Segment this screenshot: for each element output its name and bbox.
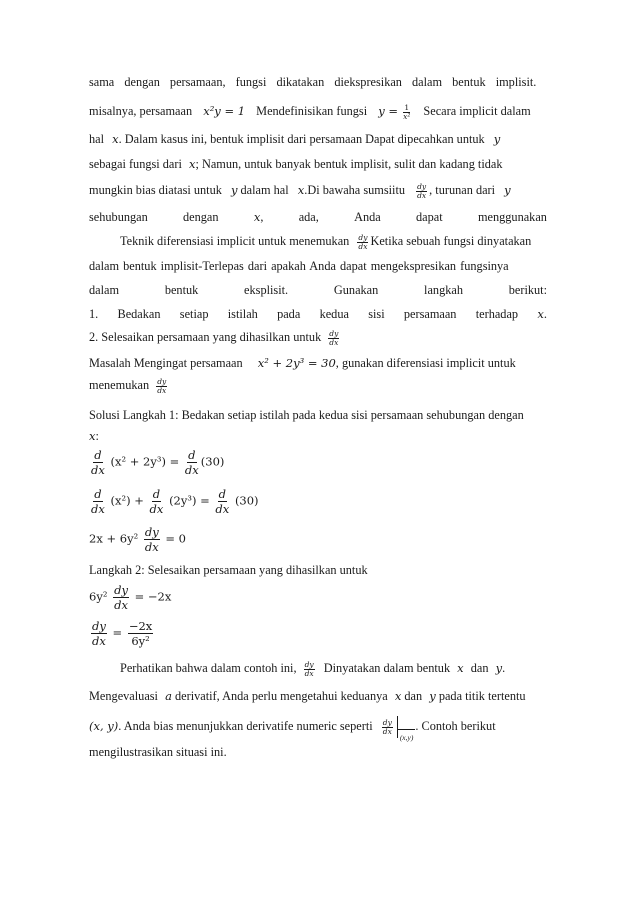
word: sisi <box>368 307 385 321</box>
dy-dx-fraction: $\frac{dy}{dx}$ <box>358 232 368 251</box>
text-fragment: . Anda bias menunjukkan derivatife numeric seperti <box>118 718 373 733</box>
text-line-6 <box>89 209 547 225</box>
math-variable: x <box>394 689 402 703</box>
d-dx-operator: $\frac{d}{dx}$ <box>149 487 164 516</box>
math-variable: y <box>504 183 511 197</box>
problem-line <box>89 355 547 371</box>
text-line-2 <box>89 103 547 121</box>
math-variable: x <box>457 661 464 675</box>
text-fragment: menemukan <box>89 378 150 392</box>
paragraph-text: mengilustrasikan situasi ini. <box>89 745 227 759</box>
math-fragment: y = <box>378 104 399 118</box>
text-line-8 <box>89 258 547 274</box>
equation-2: $\frac{d}{dx}$ (x²) + $\frac{d}{dx}$ (2y³) = $\frac{d}{dx}$ (30) <box>91 487 259 516</box>
paragraph-text: Langkah 2: Selesaikan persamaan yang dihasilkan untuk <box>89 563 368 577</box>
d-dx-operator: $\frac{d}{dx}$ <box>184 448 199 477</box>
step-1-line <box>89 306 547 322</box>
math-equation: x²y = 1 <box>203 104 246 118</box>
word: dalam <box>89 283 120 297</box>
paragraph-text: dalam bentuk implisit-Terlepas dari apakah Anda dapat mengekspresikan fungsinya <box>89 259 509 273</box>
word: eksplisit. <box>244 283 289 297</box>
math-variable: x <box>112 132 119 146</box>
dy-dx-fraction: $\frac{dy}{dx}$ <box>92 619 106 648</box>
text-fragment: pada titik tertentu <box>438 689 526 703</box>
math-equation: x² + 2y³ = 30 <box>257 356 336 370</box>
text-fragment: Dinyatakan dalam bentuk <box>323 661 451 675</box>
text-fragment: Ketika sebuah fungsi dinyatakan <box>370 234 532 248</box>
equation-4: 6y² $\frac{dy}{dx}$ = −2x <box>89 583 172 612</box>
word: terhadap <box>475 307 519 321</box>
math-fraction: $\frac{1}{\text{x²}}$ <box>403 102 411 121</box>
equation-3: 2x + 6y² $\frac{dy}{dx}$ = 0 <box>89 525 186 554</box>
text-fragment: Mendefinisikan fungsi <box>256 104 368 118</box>
text-fragment: Teknik diferensiasi implicit untuk menemukan <box>120 234 350 248</box>
text-fragment: ; Namun, untuk banyak bentuk implisit, sulit dan kadang tidak <box>195 157 503 171</box>
text-line-7 <box>120 233 547 251</box>
text-fragment: sebagai fungsi dari <box>89 157 182 171</box>
dy-dx-fraction: $\frac{dy}{dx}$ <box>144 525 159 554</box>
solution-line <box>89 407 547 423</box>
text-fragment: Perhatikan bahwa dalam contoh ini, <box>120 661 297 675</box>
dy-dx-fraction: $\frac{dy}{dx}$ <box>417 181 427 200</box>
step-2-heading <box>89 562 547 578</box>
word: langkah <box>424 283 463 297</box>
word: x, <box>253 210 264 224</box>
word: Gunakan <box>333 283 379 297</box>
dy-dx-fraction: $\frac{dy}{dx}$ <box>382 717 392 736</box>
d-dx-operator: $\frac{d}{dx}$ <box>91 487 105 516</box>
word: setiap <box>179 307 209 321</box>
dy-dx-fraction: $\frac{dy}{dx}$ <box>329 328 339 347</box>
solution-line-2: x: <box>89 429 99 443</box>
text-fragment: hal <box>89 132 105 146</box>
dy-dx-fraction: $\frac{dy}{dx}$ <box>304 659 314 678</box>
math-variable: y <box>495 661 503 675</box>
math-variable: y <box>493 132 501 146</box>
word: dapat <box>416 210 443 224</box>
text-fragment: , gunakan diferensiasi implicit untuk <box>335 356 516 370</box>
text-fragment: mungkin bias diatasi untuk <box>89 183 222 197</box>
note-line-1: Perhatikan bahwa dalam contoh ini, $\frac{dy}{dx}$ Dinyatakan dalam bentuk x dan y. <box>120 659 506 678</box>
equation-1: $\frac{d}{dx}$ (x² + 2y³) = $\frac{d}{dx}$ (30) <box>91 448 225 477</box>
text-line-1 <box>89 74 547 90</box>
text-fragment: derivatif, Anda perlu mengetahui keduanya <box>175 689 388 703</box>
note-line-2 <box>89 688 547 704</box>
text-line-4 <box>89 156 547 172</box>
math-variable: x <box>188 157 196 171</box>
step-2-line <box>89 329 547 347</box>
text-fragment: Masalah Mengingat persamaan <box>89 356 243 370</box>
math-variable: y <box>230 183 238 197</box>
text-line-13 <box>89 377 547 395</box>
text-fragment: dan <box>404 689 423 703</box>
math-variable: y <box>429 689 436 703</box>
math-variable: x <box>89 429 96 443</box>
word: ada, <box>298 210 319 224</box>
word: istilah <box>227 307 258 321</box>
note-line-4 <box>89 744 547 760</box>
text-fragment: dan <box>470 661 489 675</box>
paragraph-text: Solusi Langkah 1: Bedakan setiap istilah pada kedua sisi persamaan sehubungan dengan <box>89 408 524 422</box>
text-fragment: dalam hal <box>240 183 289 197</box>
word: berikut: <box>508 283 547 297</box>
dy-dx-fraction: $\frac{dy}{dx}$ <box>157 376 167 395</box>
text-fragment: Mengevaluasi <box>89 689 158 703</box>
math-variable: x <box>297 183 305 197</box>
result-fraction: $\frac{-2x}{\text{6y²}}$ <box>128 619 153 648</box>
word: sehubungan <box>89 210 148 224</box>
text-fragment: , turunan dari <box>429 183 496 197</box>
text-fragment: .Di bawaha sumsiitu <box>304 183 406 197</box>
note-line-3 <box>89 716 547 746</box>
d-dx-operator: $\frac{d}{dx}$ <box>91 448 105 477</box>
word: kedua <box>319 307 349 321</box>
text-fragment: Secara implicit dalam <box>423 104 531 118</box>
word: bentuk <box>164 283 199 297</box>
text-fragment: . Dalam kasus ini, bentuk implisit dari persamaan Dapat dipecahkan untuk <box>118 132 485 146</box>
d-dx-operator: $\frac{d}{dx}$ <box>215 487 230 516</box>
word: dengan <box>183 210 219 224</box>
math-variable: a <box>165 689 172 703</box>
dy-dx-fraction: $\frac{dy}{dx}$ <box>114 583 128 612</box>
text-fragment: . Contoh berikut <box>415 718 496 733</box>
word: Bedakan <box>117 307 161 321</box>
word: persamaan <box>403 307 457 321</box>
word: menggunakan <box>477 210 547 224</box>
evaluation-bar <box>397 716 398 738</box>
word: x. <box>537 307 547 321</box>
text-line-3 <box>89 131 547 147</box>
text-fragment: 2. Selesaikan persamaan yang dihasilkan untuk <box>89 330 322 344</box>
list-number: 1. <box>89 307 99 321</box>
word: pada <box>277 307 301 321</box>
equation-5: $\frac{dy}{dx}$ = $\frac{-2x}{\text{6y²}}$ <box>92 619 153 648</box>
math-point: (x, y) <box>89 718 119 733</box>
evaluation-point: (x,y) <box>398 729 416 746</box>
text-line-5 <box>89 182 547 200</box>
word: Anda <box>354 210 381 224</box>
paragraph-text: sama dengan persamaan, fungsi dikatakan diekspresikan dalam bentuk implisit. <box>89 75 537 89</box>
text-fragment: misalnya, persamaan <box>89 104 193 118</box>
text-line-9 <box>89 282 547 298</box>
